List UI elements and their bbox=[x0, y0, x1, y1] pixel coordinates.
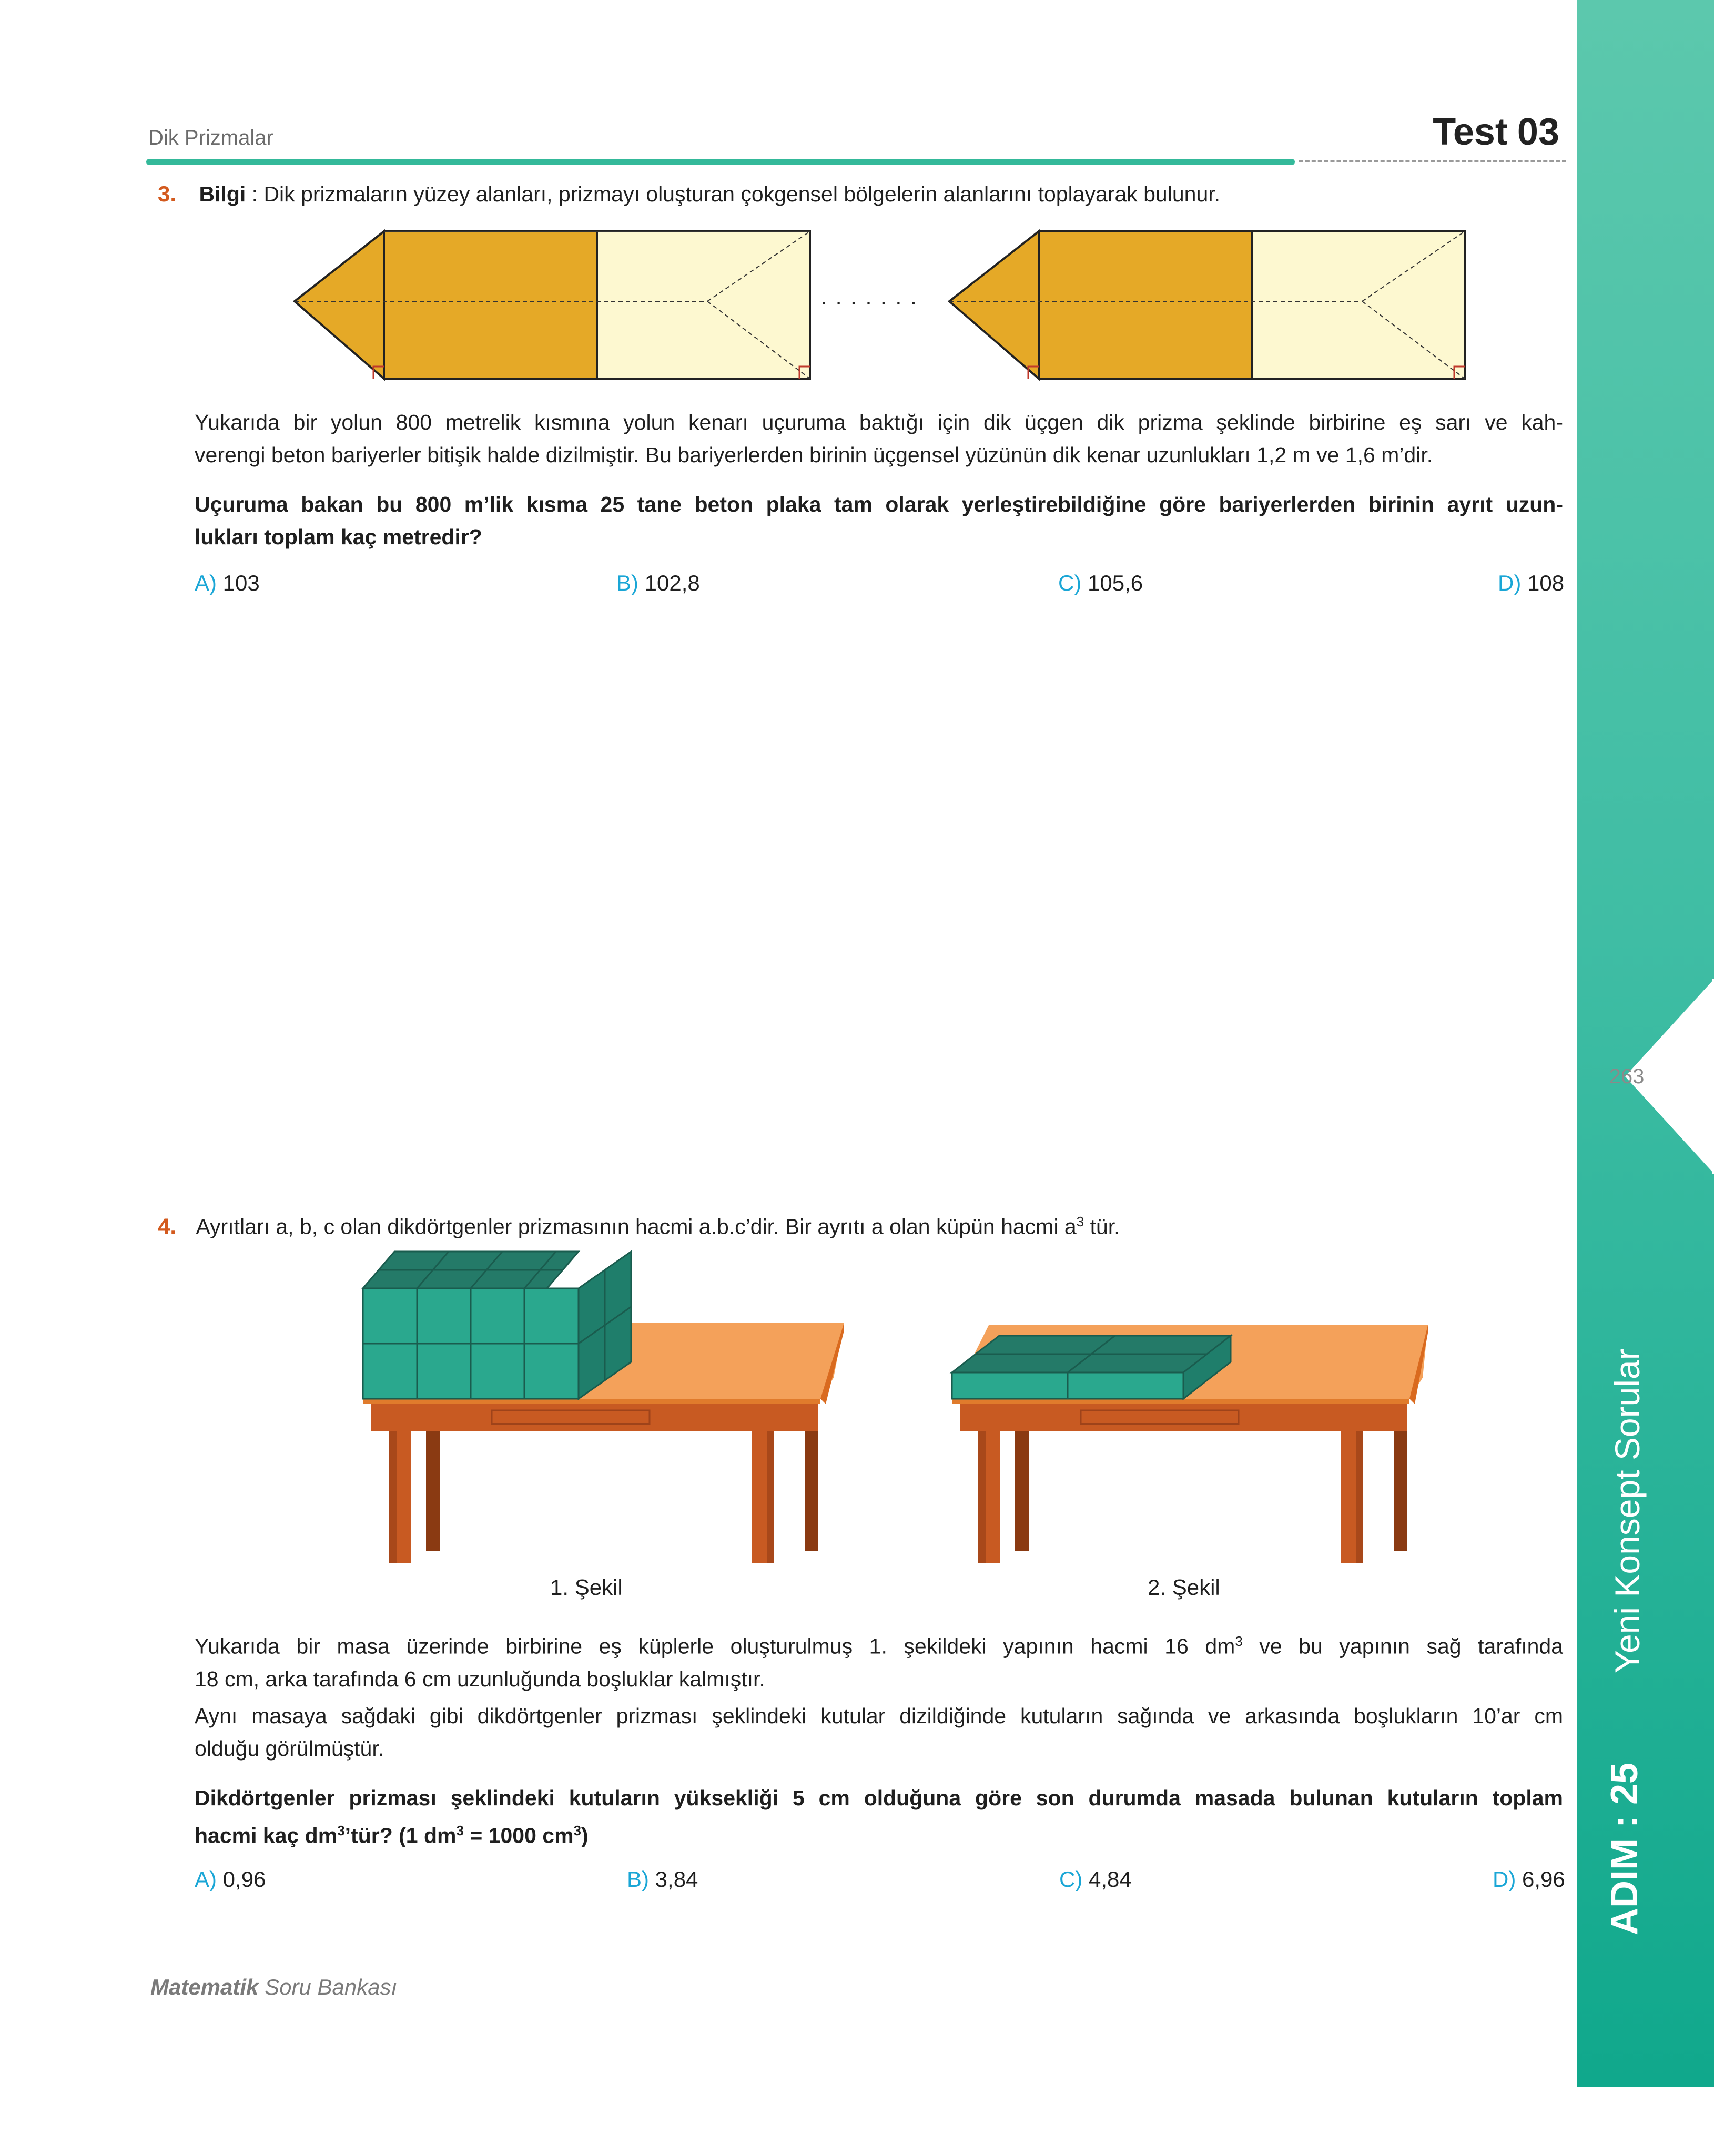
test-number: 03 bbox=[1517, 111, 1559, 153]
figure-1-table bbox=[358, 1246, 852, 1572]
q4-question bbox=[195, 1782, 1563, 1852]
q3-option-c[interactable]: C) 105,6 bbox=[1058, 571, 1143, 595]
q3-option-b[interactable]: B) 102,8 bbox=[616, 571, 700, 595]
cube-stack bbox=[363, 1252, 631, 1399]
q3-para-line1: Yukarıda bir yolun 800 metrelik kısmına yolun kenarı uçuruma baktığı için dik üçgen dik prizma şeklinde birbirine eş sarı ve kah- bbox=[195, 410, 1563, 434]
q3-option-d[interactable]: D) 108 bbox=[1498, 571, 1565, 595]
q4-para2-line2: olduğu görülmüştür. bbox=[195, 1736, 384, 1761]
q4-number: 4. bbox=[158, 1214, 177, 1239]
barrier-right bbox=[949, 231, 1465, 379]
q3-dots: . . . . . . . bbox=[820, 284, 918, 310]
q4-para1-line2: 18 cm, arka tarafında 6 cm uzunluğunda boşluklar kalmıştır. bbox=[195, 1666, 765, 1691]
q4-question-line1: Dikdörtgenler prizması şeklindeki kutuların yüksekliği 5 cm olduğuna göre son durumda masada bulunan kutuların toplam bbox=[195, 1786, 1563, 1810]
test-label: Test bbox=[1433, 111, 1508, 153]
footer bbox=[150, 1975, 397, 2000]
figure-2-table bbox=[947, 1315, 1441, 1572]
q4-para1-line1: Yukarıda bir masa üzerinde birbirine eş küplerle oluşturulmuş 1. şekildeki yapının hacmi 16 $dm^3$ ve bu yapının sağ tarafında bbox=[195, 1633, 1564, 1659]
sidebar-step bbox=[1603, 1762, 1671, 2156]
q3-number: 3. bbox=[158, 181, 177, 206]
q4-paragraph-2 bbox=[195, 1700, 1563, 1765]
q3-para-line2: verengi beton bariyerler bitişik halde dizilmiştir. Bu bariyerlerden birinin üçgensel yüzünün dik kenar uzunlukları 1,2 m ve 1,6 m’dir. bbox=[195, 443, 1433, 467]
q4-option-c[interactable]: C) 4,84 bbox=[1059, 1867, 1132, 1891]
header-dashed-line bbox=[1299, 160, 1566, 162]
sidebar-category-text: Yeni Konsept Sorular bbox=[1608, 1348, 1647, 1673]
footer-subject: Matematik bbox=[150, 1975, 259, 1999]
q3-paragraph bbox=[195, 406, 1563, 471]
sidebar-step-text: ADIM : 25 bbox=[1604, 1762, 1646, 1935]
q4-paragraph-1 bbox=[195, 1625, 1563, 1695]
q3-info-label: Bilgi bbox=[199, 182, 246, 206]
q3-option-a[interactable]: A) 103 bbox=[195, 571, 260, 595]
barrier-left bbox=[295, 231, 810, 379]
q3-question bbox=[195, 488, 1563, 553]
header-divider bbox=[146, 159, 1295, 165]
section-title: Dik Prizmalar bbox=[148, 126, 273, 149]
q3-question-line1: Uçuruma bakan bu 800 m’lik kısma 25 tane beton plaka tam olarak yerleştirebildiğine göre bariyerlerden birinin ayrıt uzun- bbox=[195, 492, 1563, 516]
q3-info-text: : Dik prizmaların yüzey alanları, prizmayı oluşturan çokgensel bölgelerin alanlarını toplayarak bulunur. bbox=[246, 182, 1221, 206]
sidebar-category bbox=[1604, 1299, 1672, 1677]
q4-option-b[interactable]: B) 3,84 bbox=[627, 1867, 698, 1891]
page-number: 263 bbox=[1609, 1065, 1645, 1088]
q4-option-d[interactable]: D) 6,96 bbox=[1493, 1867, 1565, 1891]
test-title bbox=[1433, 110, 1559, 154]
q4-question-line2: hacmi kaç $dm^3’tür$? (1 $dm^3 = 1000$ $cm^3$) bbox=[195, 1823, 589, 1848]
q4-option-a[interactable]: A) 0,96 bbox=[195, 1867, 266, 1891]
q3-question-line2: lukları toplam kaç metredir? bbox=[195, 525, 482, 549]
caption-figure-2: 2. Şekil bbox=[1148, 1575, 1220, 1600]
box-stack bbox=[952, 1336, 1231, 1399]
q4-intro: 4. Ayrıtları a, b, c olan dikdörtgenler prizmasının hacmi a.b.c’dir. Bir ayrıtı a olan küpün hacmi $a^3$ tür. bbox=[158, 1214, 1120, 1239]
footer-book: Soru Bankası bbox=[258, 1975, 398, 1999]
caption-figure-1: 1. Şekil bbox=[550, 1575, 623, 1600]
q3-info bbox=[158, 178, 1567, 210]
q4-para2-line1: Aynı masaya sağdaki gibi dikdörtgenler prizması şeklindeki kutular dizildiğinde kutuların sağında ve arkasında boşlukların 10’ar cm bbox=[195, 1704, 1563, 1728]
